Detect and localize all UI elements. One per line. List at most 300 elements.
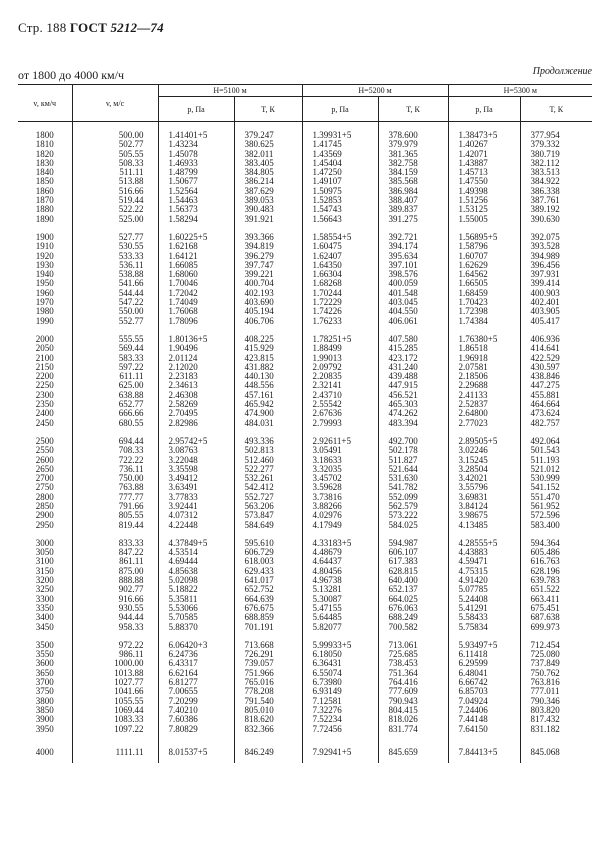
table-row bbox=[18, 669, 592, 678]
cell-pressure-5100: 5.70585 bbox=[158, 613, 234, 622]
header-temperature-5100: T, К bbox=[234, 97, 302, 122]
cell-v-kmh: 3800 bbox=[35, 695, 54, 706]
cell-pressure-5100: 7.00655 bbox=[158, 687, 234, 696]
cell-temperature-5200: 400.059 bbox=[378, 279, 448, 288]
cell-pressure-5300: 1.51256 bbox=[448, 196, 520, 205]
cell-pressure-5200: 2.20835 bbox=[302, 372, 378, 381]
cell-v-ms: 736.11 bbox=[72, 465, 158, 474]
cell-temperature-5300: 817.432 bbox=[520, 715, 592, 724]
cell-temperature-5200: 777.609 bbox=[378, 687, 448, 696]
cell-v-ms: 1083.33 bbox=[72, 715, 158, 724]
cell-v-kmh: 3600 bbox=[35, 658, 54, 669]
cell-v-ms: 1000.00 bbox=[72, 659, 158, 668]
cell-v-ms: 777.77 bbox=[72, 493, 158, 502]
cell-pressure-5200: 3.88266 bbox=[302, 502, 378, 511]
cell-temperature-5100: 448.556 bbox=[234, 381, 302, 390]
cell-pressure-5300: 6.48041 bbox=[448, 669, 520, 678]
cell-temperature-5300: 594.364 bbox=[520, 539, 592, 548]
table-row bbox=[18, 678, 592, 687]
cell-pressure-5100: 3.08763 bbox=[158, 446, 234, 455]
cell-temperature-5300: 750.762 bbox=[520, 669, 592, 678]
atmosphere-table bbox=[18, 84, 592, 763]
spacer-cell bbox=[378, 734, 448, 743]
cell-temperature-5200: 388.407 bbox=[378, 196, 448, 205]
cell-pressure-5200: 6.55074 bbox=[302, 669, 378, 678]
cell-v-ms: 638.88 bbox=[72, 391, 158, 400]
table-row bbox=[18, 659, 592, 668]
cell-v-kmh: 2400 bbox=[35, 408, 54, 419]
cell-temperature-5200: 456.521 bbox=[378, 391, 448, 400]
cell-temperature-5300: 845.068 bbox=[520, 743, 592, 763]
cell-temperature-5100: 394.819 bbox=[234, 242, 302, 251]
cell-pressure-5100: 2.23183 bbox=[158, 372, 234, 381]
table-row bbox=[18, 363, 592, 372]
table-row bbox=[18, 474, 592, 483]
cell-pressure-5100: 8.01537+5 bbox=[158, 743, 234, 763]
cell-pressure-5200: 3.18633 bbox=[302, 456, 378, 465]
cell-temperature-5100: 384.805 bbox=[234, 168, 302, 177]
table-row bbox=[18, 187, 592, 196]
cell-temperature-5200: 447.915 bbox=[378, 381, 448, 390]
cell-temperature-5300: 628.196 bbox=[520, 567, 592, 576]
cell-pressure-5300: 1.74384 bbox=[448, 317, 520, 326]
cell-temperature-5100: 563.206 bbox=[234, 502, 302, 511]
cell-v-kmh: 2600 bbox=[35, 454, 54, 465]
cell-pressure-5100: 4.37849+5 bbox=[158, 539, 234, 548]
cell-temperature-5200: 401.548 bbox=[378, 289, 448, 298]
cell-pressure-5200: 5.82077 bbox=[302, 623, 378, 632]
cell-temperature-5200: 606.107 bbox=[378, 548, 448, 557]
cell-temperature-5300: 699.973 bbox=[520, 623, 592, 632]
cell-pressure-5100: 2.70495 bbox=[158, 409, 234, 418]
cell-temperature-5300: 377.954 bbox=[520, 131, 592, 140]
cell-pressure-5100: 1.43234 bbox=[158, 140, 234, 149]
cell-v-ms: 861.11 bbox=[72, 557, 158, 566]
cell-v-kmh: 3550 bbox=[35, 649, 54, 660]
cell-pressure-5300: 1.72398 bbox=[448, 307, 520, 316]
header-altitude-5100: H=5100 м bbox=[158, 85, 302, 97]
cell-pressure-5100: 3.22048 bbox=[158, 456, 234, 465]
cell-temperature-5300: 651.522 bbox=[520, 585, 592, 594]
cell-temperature-5200: 845.659 bbox=[378, 743, 448, 763]
cell-temperature-5300: 551.470 bbox=[520, 493, 592, 502]
cell-pressure-5100: 2.95742+5 bbox=[158, 437, 234, 446]
cell-pressure-5300: 3.55796 bbox=[448, 483, 520, 492]
cell-temperature-5100: 389.053 bbox=[234, 196, 302, 205]
table-row bbox=[18, 604, 592, 613]
cell-temperature-5100: 408.225 bbox=[234, 335, 302, 344]
cell-v-kmh: 3900 bbox=[35, 714, 54, 725]
cell-pressure-5300: 6.11418 bbox=[448, 650, 520, 659]
cell-pressure-5200: 1.76233 bbox=[302, 317, 378, 326]
cell-temperature-5100: 423.815 bbox=[234, 354, 302, 363]
cell-pressure-5100: 1.80136+5 bbox=[158, 335, 234, 344]
header-pressure-5100: p, Па bbox=[158, 97, 234, 122]
cell-temperature-5300: 406.936 bbox=[520, 335, 592, 344]
cell-v-kmh: 1970 bbox=[35, 297, 54, 308]
cell-pressure-5300: 4.13485 bbox=[448, 521, 520, 530]
cell-temperature-5300: 379.332 bbox=[520, 140, 592, 149]
cell-pressure-5100: 4.69444 bbox=[158, 557, 234, 566]
cell-pressure-5300: 4.75315 bbox=[448, 567, 520, 576]
cell-pressure-5300: 3.98675 bbox=[448, 511, 520, 520]
cell-v-kmh: 1810 bbox=[35, 139, 54, 150]
cell-v-ms: 972.22 bbox=[72, 641, 158, 650]
cell-pressure-5100: 4.22448 bbox=[158, 521, 234, 530]
cell-pressure-5100: 1.52564 bbox=[158, 187, 234, 196]
cell-temperature-5100: 400.704 bbox=[234, 279, 302, 288]
cell-temperature-5200: 617.383 bbox=[378, 557, 448, 566]
cell-pressure-5200: 5.13281 bbox=[302, 585, 378, 594]
cell-pressure-5100: 1.62168 bbox=[158, 242, 234, 251]
cell-v-kmh: 2150 bbox=[35, 361, 54, 372]
cell-v-kmh: 1850 bbox=[35, 176, 54, 187]
block-spacer bbox=[18, 224, 592, 233]
cell-v-kmh: 1980 bbox=[35, 306, 54, 317]
cell-pressure-5200: 1.58554+5 bbox=[302, 233, 378, 242]
cell-v-kmh: 2750 bbox=[35, 482, 54, 493]
cell-pressure-5100: 2.46308 bbox=[158, 391, 234, 400]
cell-pressure-5300: 3.42021 bbox=[448, 474, 520, 483]
cell-pressure-5300: 6.66742 bbox=[448, 678, 520, 687]
cell-v-ms: 1027.77 bbox=[72, 678, 158, 687]
cell-v-ms: 536.11 bbox=[72, 261, 158, 270]
cell-pressure-5300: 7.84413+5 bbox=[448, 743, 520, 763]
cell-pressure-5100: 4.53514 bbox=[158, 548, 234, 557]
header-v-kmh: v, км/ч bbox=[18, 85, 72, 122]
table-row bbox=[18, 391, 592, 400]
cell-v-kmh: 1860 bbox=[35, 185, 54, 196]
cell-pressure-5200: 2.67636 bbox=[302, 409, 378, 418]
cell-temperature-5300: 521.012 bbox=[520, 465, 592, 474]
table-row bbox=[18, 400, 592, 409]
cell-pressure-5300: 3.28504 bbox=[448, 465, 520, 474]
table-row bbox=[18, 279, 592, 288]
cell-pressure-5200: 4.17949 bbox=[302, 521, 378, 530]
header-altitude-5300: H=5300 м bbox=[448, 85, 592, 97]
cell-temperature-5100: 383.405 bbox=[234, 159, 302, 168]
cell-v-kmh: 3700 bbox=[35, 677, 54, 688]
cell-pressure-5100: 1.50677 bbox=[158, 177, 234, 186]
cell-pressure-5300: 6.29599 bbox=[448, 659, 520, 668]
cell-pressure-5100: 5.35811 bbox=[158, 595, 234, 604]
cell-temperature-5200: 381.365 bbox=[378, 150, 448, 159]
cell-temperature-5300: 383.513 bbox=[520, 168, 592, 177]
cell-pressure-5200: 3.45702 bbox=[302, 474, 378, 483]
cell-pressure-5200: 6.73980 bbox=[302, 678, 378, 687]
table-row bbox=[18, 456, 592, 465]
cell-pressure-5200: 1.88499 bbox=[302, 344, 378, 353]
cell-v-ms: 1055.55 bbox=[72, 697, 158, 706]
cell-pressure-5300: 5.93497+5 bbox=[448, 641, 520, 650]
cell-pressure-5300: 5.24408 bbox=[448, 595, 520, 604]
table-row bbox=[18, 140, 592, 149]
cell-v-kmh: 1920 bbox=[35, 250, 54, 261]
cell-temperature-5200: 385.568 bbox=[378, 177, 448, 186]
cell-pressure-5300: 1.43887 bbox=[448, 159, 520, 168]
cell-temperature-5300: 399.414 bbox=[520, 279, 592, 288]
cell-temperature-5100: 542.412 bbox=[234, 483, 302, 492]
cell-temperature-5200: 700.582 bbox=[378, 623, 448, 632]
cell-v-kmh: 3450 bbox=[35, 621, 54, 632]
table-row bbox=[18, 131, 592, 140]
cell-pressure-5200: 2.92611+5 bbox=[302, 437, 378, 446]
table-row bbox=[18, 576, 592, 585]
cell-v-ms: 583.33 bbox=[72, 354, 158, 363]
cell-temperature-5300: 790.346 bbox=[520, 697, 592, 706]
cell-v-ms: 533.33 bbox=[72, 252, 158, 261]
cell-pressure-5300: 1.96918 bbox=[448, 354, 520, 363]
spacer-cell bbox=[72, 530, 158, 539]
cell-pressure-5300: 1.53125 bbox=[448, 205, 520, 214]
cell-v-ms: 986.11 bbox=[72, 650, 158, 659]
cell-temperature-5300: 511.193 bbox=[520, 456, 592, 465]
table-row bbox=[18, 344, 592, 353]
cell-temperature-5100: 726.291 bbox=[234, 650, 302, 659]
cell-pressure-5100: 1.90496 bbox=[158, 344, 234, 353]
cell-temperature-5100: 713.668 bbox=[234, 641, 302, 650]
table-row bbox=[18, 446, 592, 455]
cell-v-kmh: 3400 bbox=[35, 612, 54, 623]
table-row bbox=[18, 613, 592, 622]
spacer-cell bbox=[72, 224, 158, 233]
cell-v-ms: 513.88 bbox=[72, 177, 158, 186]
cell-v-ms: 519.44 bbox=[72, 196, 158, 205]
cell-pressure-5100: 4.85638 bbox=[158, 567, 234, 576]
cell-temperature-5200: 502.178 bbox=[378, 446, 448, 455]
cell-pressure-5300: 1.45713 bbox=[448, 168, 520, 177]
cell-pressure-5300: 1.58796 bbox=[448, 242, 520, 251]
cell-pressure-5200: 1.49107 bbox=[302, 177, 378, 186]
cell-temperature-5100: 457.161 bbox=[234, 391, 302, 400]
cell-pressure-5100: 1.68060 bbox=[158, 270, 234, 279]
cell-pressure-5200: 2.32141 bbox=[302, 381, 378, 390]
cell-temperature-5100: 739.057 bbox=[234, 659, 302, 668]
cell-pressure-5100: 3.77833 bbox=[158, 493, 234, 502]
cell-pressure-5200: 7.52234 bbox=[302, 715, 378, 724]
cell-temperature-5300: 464.664 bbox=[520, 400, 592, 409]
cell-pressure-5100: 1.54463 bbox=[158, 196, 234, 205]
table-row bbox=[18, 215, 592, 224]
spacer-cell bbox=[520, 734, 592, 743]
cell-pressure-5300: 5.07785 bbox=[448, 585, 520, 594]
cell-temperature-5100: 522.277 bbox=[234, 465, 302, 474]
cell-v-kmh: 2500 bbox=[35, 435, 54, 446]
cell-temperature-5300: 405.417 bbox=[520, 317, 592, 326]
cell-pressure-5100: 1.66085 bbox=[158, 261, 234, 270]
cell-v-kmh: 3750 bbox=[35, 686, 54, 697]
cell-temperature-5300: 380.719 bbox=[520, 150, 592, 159]
cell-v-ms: 1041.66 bbox=[72, 687, 158, 696]
cell-pressure-5300: 3.15245 bbox=[448, 456, 520, 465]
cell-pressure-5100: 2.34613 bbox=[158, 381, 234, 390]
spacer-cell bbox=[302, 734, 378, 743]
cell-pressure-5200: 6.93149 bbox=[302, 687, 378, 696]
cell-pressure-5200: 2.79993 bbox=[302, 419, 378, 428]
cell-v-kmh: 3300 bbox=[35, 593, 54, 604]
cell-temperature-5200: 790.943 bbox=[378, 697, 448, 706]
cell-v-kmh: 1820 bbox=[35, 148, 54, 159]
table-row bbox=[18, 354, 592, 363]
gost-label: ГОСТ bbox=[69, 20, 107, 35]
table-row bbox=[18, 261, 592, 270]
table-row bbox=[18, 493, 592, 502]
cell-v-ms: 805.55 bbox=[72, 511, 158, 520]
cell-pressure-5200: 2.09792 bbox=[302, 363, 378, 372]
cell-temperature-5300: 725.080 bbox=[520, 650, 592, 659]
cell-temperature-5200: 389.837 bbox=[378, 205, 448, 214]
cell-temperature-5300: 455.881 bbox=[520, 391, 592, 400]
block-spacer bbox=[18, 530, 592, 539]
cell-temperature-5300: 438.846 bbox=[520, 372, 592, 381]
cell-temperature-5100: 399.221 bbox=[234, 270, 302, 279]
cell-pressure-5200: 5.30087 bbox=[302, 595, 378, 604]
cell-pressure-5200: 1.60475 bbox=[302, 242, 378, 251]
cell-v-kmh: 2900 bbox=[35, 510, 54, 521]
cell-pressure-5200: 7.72456 bbox=[302, 725, 378, 734]
cell-pressure-5100: 1.70046 bbox=[158, 279, 234, 288]
cell-pressure-5100: 6.06420+3 bbox=[158, 641, 234, 650]
cell-pressure-5200: 1.43569 bbox=[302, 150, 378, 159]
cell-temperature-5100: 406.706 bbox=[234, 317, 302, 326]
cell-v-ms: 547.22 bbox=[72, 298, 158, 307]
cell-temperature-5200: 483.394 bbox=[378, 419, 448, 428]
table-row bbox=[18, 743, 592, 763]
cell-v-ms: 930.55 bbox=[72, 604, 158, 613]
cell-pressure-5300: 7.44148 bbox=[448, 715, 520, 724]
cell-temperature-5300: 763.816 bbox=[520, 678, 592, 687]
cell-v-ms: 1111.11 bbox=[72, 743, 158, 763]
page-header bbox=[18, 20, 164, 36]
cell-v-ms: 516.66 bbox=[72, 187, 158, 196]
cell-temperature-5100: 584.649 bbox=[234, 521, 302, 530]
cell-v-kmh: 1950 bbox=[35, 278, 54, 289]
cell-temperature-5300: 583.400 bbox=[520, 521, 592, 530]
cell-v-ms: 541.66 bbox=[72, 279, 158, 288]
cell-temperature-5200: 474.262 bbox=[378, 409, 448, 418]
table-row bbox=[18, 548, 592, 557]
cell-temperature-5300: 737.849 bbox=[520, 659, 592, 668]
table-row bbox=[18, 289, 592, 298]
cell-temperature-5100: 405.194 bbox=[234, 307, 302, 316]
cell-temperature-5200: 394.174 bbox=[378, 242, 448, 251]
cell-v-kmh: 3050 bbox=[35, 547, 54, 558]
cell-v-kmh: 4000 bbox=[35, 747, 54, 758]
cell-v-kmh: 1990 bbox=[35, 315, 54, 326]
header-altitude-5200: H=5200 м bbox=[302, 85, 448, 97]
cell-temperature-5100: 701.191 bbox=[234, 623, 302, 632]
cell-pressure-5200: 5.99933+5 bbox=[302, 641, 378, 650]
block-spacer bbox=[18, 734, 592, 743]
cell-pressure-5200: 1.62407 bbox=[302, 252, 378, 261]
cell-temperature-5300: 394.989 bbox=[520, 252, 592, 261]
cell-temperature-5300: 392.075 bbox=[520, 233, 592, 242]
cell-v-kmh: 2700 bbox=[35, 473, 54, 484]
cell-pressure-5300: 1.40267 bbox=[448, 140, 520, 149]
cell-pressure-5200: 1.45404 bbox=[302, 159, 378, 168]
cell-pressure-5200: 1.64350 bbox=[302, 261, 378, 270]
cell-temperature-5200: 406.061 bbox=[378, 317, 448, 326]
cell-pressure-5100: 3.92441 bbox=[158, 502, 234, 511]
cell-temperature-5300: 390.630 bbox=[520, 215, 592, 224]
spacer-cell bbox=[18, 734, 72, 743]
cell-v-ms: 944.44 bbox=[72, 613, 158, 622]
cell-temperature-5300: 414.641 bbox=[520, 344, 592, 353]
cell-pressure-5200: 1.72229 bbox=[302, 298, 378, 307]
cell-temperature-5100: 393.366 bbox=[234, 233, 302, 242]
cell-pressure-5200: 7.92941+5 bbox=[302, 743, 378, 763]
header-temperature-5200: T, К bbox=[378, 97, 448, 122]
table-row bbox=[18, 521, 592, 530]
table-row bbox=[18, 725, 592, 734]
cell-v-kmh: 2650 bbox=[35, 463, 54, 474]
cell-pressure-5300: 3.84124 bbox=[448, 502, 520, 511]
cell-temperature-5200: 465.303 bbox=[378, 400, 448, 409]
cell-pressure-5200: 1.68268 bbox=[302, 279, 378, 288]
cell-v-ms: 625.00 bbox=[72, 381, 158, 390]
cell-temperature-5100: 606.729 bbox=[234, 548, 302, 557]
cell-pressure-5300: 4.28555+5 bbox=[448, 539, 520, 548]
cell-v-kmh: 1910 bbox=[35, 241, 54, 252]
cell-pressure-5300: 1.62629 bbox=[448, 261, 520, 270]
cell-v-kmh: 2000 bbox=[35, 333, 54, 344]
cell-temperature-5200: 379.979 bbox=[378, 140, 448, 149]
cell-pressure-5100: 4.07312 bbox=[158, 511, 234, 520]
table-row bbox=[18, 233, 592, 242]
cell-temperature-5100: 791.540 bbox=[234, 697, 302, 706]
table-row bbox=[18, 381, 592, 390]
cell-temperature-5100: 484.031 bbox=[234, 419, 302, 428]
cell-temperature-5200: 664.025 bbox=[378, 595, 448, 604]
cell-v-ms: 611.11 bbox=[72, 372, 158, 381]
cell-v-ms: 538.88 bbox=[72, 270, 158, 279]
cell-pressure-5100: 3.49412 bbox=[158, 474, 234, 483]
cell-pressure-5300: 4.43883 bbox=[448, 548, 520, 557]
cell-v-ms: 902.77 bbox=[72, 585, 158, 594]
cell-v-kmh: 2050 bbox=[35, 343, 54, 354]
cell-pressure-5300: 5.75834 bbox=[448, 623, 520, 632]
cell-v-kmh: 1830 bbox=[35, 157, 54, 168]
cell-pressure-5300: 1.68459 bbox=[448, 289, 520, 298]
cell-temperature-5200: 511.827 bbox=[378, 456, 448, 465]
cell-v-kmh: 2450 bbox=[35, 417, 54, 428]
cell-temperature-5100: 595.610 bbox=[234, 539, 302, 548]
cell-pressure-5300: 4.91420 bbox=[448, 576, 520, 585]
cell-pressure-5300: 1.76380+5 bbox=[448, 335, 520, 344]
table-row bbox=[18, 465, 592, 474]
cell-v-kmh: 1900 bbox=[35, 231, 54, 242]
cell-temperature-5100: 573.847 bbox=[234, 511, 302, 520]
cell-v-kmh: 2250 bbox=[35, 380, 54, 391]
cell-temperature-5100: 415.929 bbox=[234, 344, 302, 353]
cell-temperature-5100: 465.942 bbox=[234, 400, 302, 409]
cell-temperature-5200: 573.222 bbox=[378, 511, 448, 520]
cell-temperature-5300: 572.596 bbox=[520, 511, 592, 520]
cell-v-ms: 569.44 bbox=[72, 344, 158, 353]
cell-pressure-5200: 1.47250 bbox=[302, 168, 378, 177]
cell-v-ms: 888.88 bbox=[72, 576, 158, 585]
cell-v-ms: 847.22 bbox=[72, 548, 158, 557]
cell-temperature-5300: 663.411 bbox=[520, 595, 592, 604]
table-row bbox=[18, 483, 592, 492]
cell-temperature-5100: 502.813 bbox=[234, 446, 302, 455]
block-spacer bbox=[18, 428, 592, 437]
cell-v-ms: 527.77 bbox=[72, 233, 158, 242]
table-row bbox=[18, 372, 592, 381]
cell-pressure-5200: 1.74226 bbox=[302, 307, 378, 316]
cell-pressure-5300: 7.04924 bbox=[448, 697, 520, 706]
table-row bbox=[18, 557, 592, 566]
